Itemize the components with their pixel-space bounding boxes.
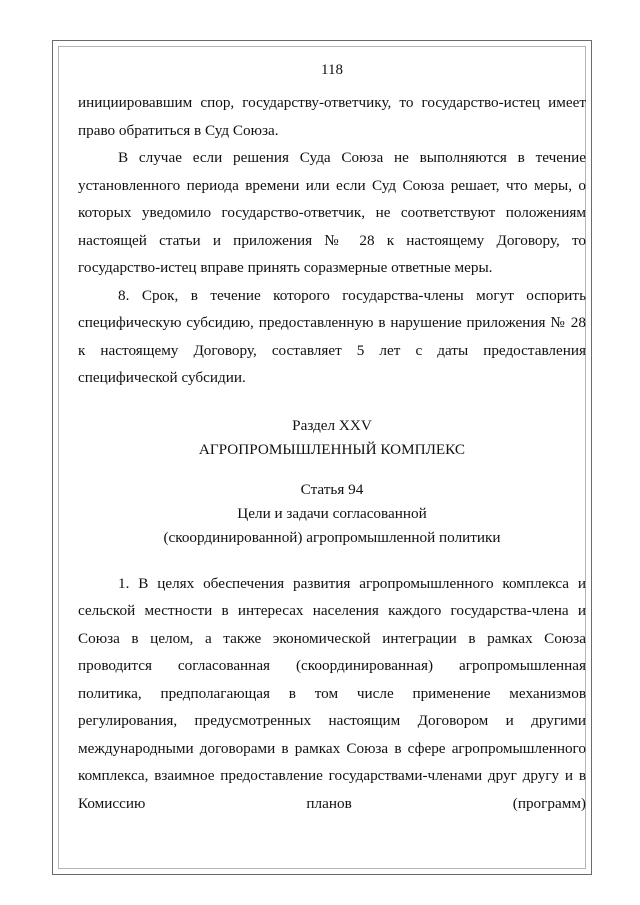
paragraph-court-decision: В случае если решения Суда Союза не выполняются в течение установленного периода времени или если Суд Союза решает, что меры, о которых уведомило государство-ответчик, не соответствуют положениям настоящей статьи и приложения № 28 к настоящему Договору, то государство-истец вправе принять соразмерные ответные меры. — [78, 149, 586, 276]
paragraph-item-1: 1. В целях обеспечения развития агропромышленного комплекса и сельской местности в интересах населения каждого государства-члена и Союза в целом, а также экономической интеграции в рамках Союза проводится согласованная (скоординированная) агропромышленная политика, предполагающая в том числе применение механизмов регулирования, предусмотренных настоящим Договором и другими международными договорами в рамках Союза в сфере агропромышленного комплекса, взаимное предоставление государствами-членами друг другу и в Комиссию планов (программ) — [78, 574, 586, 812]
article-title-line1: Цели и задачи согласованной — [237, 504, 427, 522]
paragraph-item-8: 8. Срок, в течение которого государства-члены могут оспорить специфическую субсидию, предоставленную в нарушение приложения № 28 к настоящему Договору, составляет 5 лет с даты предоставления специфической субсидии. — [78, 286, 586, 386]
page-number: 118 — [321, 62, 343, 78]
section-number: Раздел XXV — [292, 416, 372, 434]
article-title-line2: (скоординированной) агропромышленной политики — [163, 528, 501, 546]
paragraph-continuation: инициировавшим спор, государству-ответчику, то государство-истец имеет право обратиться в Суд Союза. — [78, 94, 586, 139]
section-title: АГРОПРОМЫШЛЕННЫЙ КОМПЛЕКС — [198, 440, 466, 458]
article-number: Статья 94 — [300, 480, 364, 498]
document-body — [78, 62, 586, 817]
